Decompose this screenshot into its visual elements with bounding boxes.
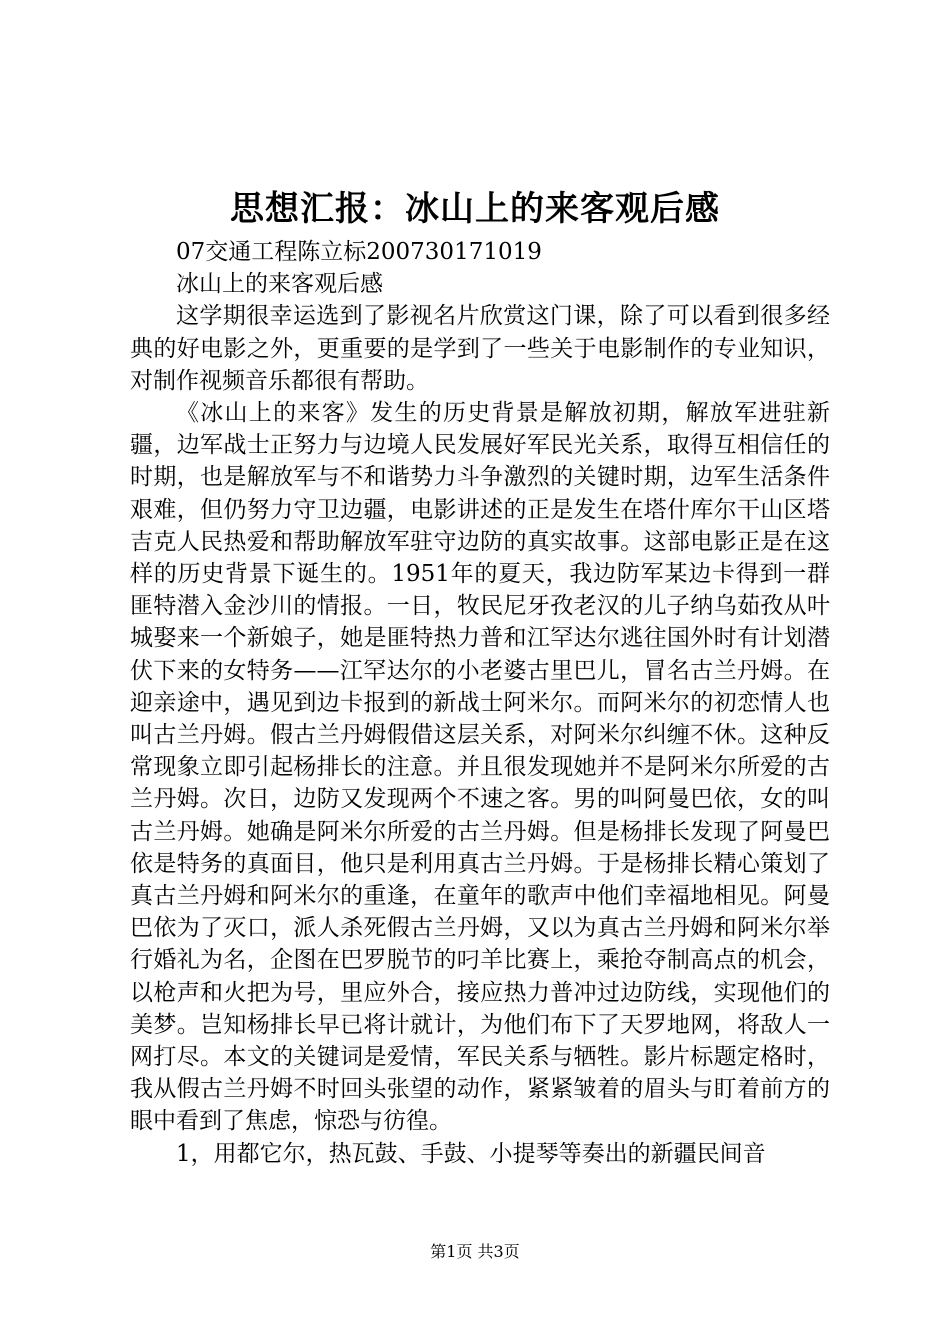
paragraph-intro: 这学期很幸运选到了影视名片欣赏这门课，除了可以看到很多经典的好电影之外，更重要的是学到了一些关于电影制作的专业知识，对制作视频音乐都很有帮助。 <box>130 303 830 394</box>
paragraph-background: 《冰山上的来客》发生的历史背景是解放初期，解放军进驻新疆，边军战士正努力与边境人民发展好军民光关系，取得互相信任的时期，也是解放军与不和谐势力斗争激烈的关键时期，边军生活条件艰难，但仍努力守卫边疆，电影讲述的正是发生在塔什库尔干山区塔吉克人民热爱和帮助解放军驻守边防的真实故事。这部电影正是在这样的历史背景下诞生的。1951年的夏天，我边防军某边卡得到一群匪特潜入金沙川的情报。一日，牧民尼牙孜老汉的儿子纳乌茹孜从叶城娶来一个新娘子，她是匪特热力普和江罕达尔逃往国外时有计划潜伏下来的女特务——江罕达尔的小老婆古里巴儿，冒名古兰丹姆。在迎亲途中，遇见到边卡报到的新战士阿米尔。而阿米尔的初恋情人也叫古兰丹姆。假古兰丹姆假借这层关系，对阿米尔纠缠不休。这种反常现象立即引起杨排长的注意。并且很发现她并不是阿米尔所爱的古兰丹姆。次日，边防又发现两个不速之客。男的叫阿曼巴依，女的叫古兰丹姆。她确是阿米尔所爱的古兰丹姆。但是杨排长发现了阿曼巴依是特务的真面目，他只是利用真古兰丹姆。于是杨排长精心策划了真古兰丹姆和阿米尔的重逢，在童年的歌声中他们幸福地相见。阿曼巴依为了灭口，派人杀死假古兰丹姆，又以为真古兰丹姆和阿米尔举行婚礼为名，企图在巴罗脱节的叼羊比赛上，乘抢夺制高点的机会，以枪声和火把为号，里应外合，接应热力普冲过边防线，实现他们的美梦。岂知杨排长早已将计就计，为他们布下了天罗地网，将敌人一网打尽。本文的关键词是爱情，军民关系与牺牲。影片标题定格时，我从假古兰丹姆不时回头张望的动作，紧紧皱着的眉头与盯着前方的眼中看到了焦虑，惊恐与彷徨。 <box>130 400 830 1135</box>
document-body <box>130 236 830 1170</box>
paragraph-music: 1，用都它尔，热瓦鼓、手鼓、小提琴等奏出的新疆民间音 <box>176 1140 766 1167</box>
page-footer: 第1页 共3页 <box>430 1242 520 1261</box>
document-subtitle: 冰山上的来客观后感 <box>176 271 383 298</box>
document-title: 思想汇报：冰山上的来客观后感 <box>230 189 720 229</box>
author-line: 07交通工程陈立标200730171019 <box>176 239 542 265</box>
